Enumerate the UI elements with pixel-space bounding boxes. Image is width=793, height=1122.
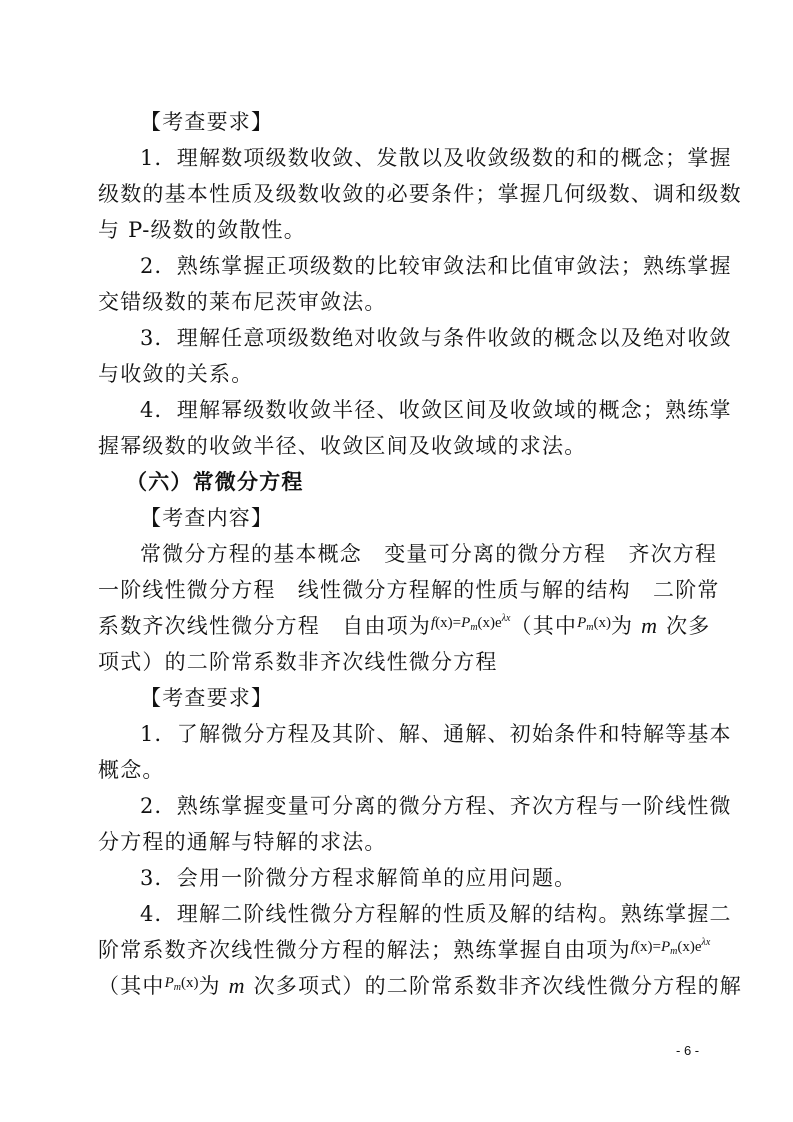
text-segment: 为 [611,614,634,638]
formula-pm-x: Pm(x) [577,615,612,633]
text-line: 级数的基本性质及级数收敛的必要条件；掌握几何级数、调和级数 [98,182,742,206]
variable-m: m [641,613,659,638]
page-number: - 6 - [676,1043,700,1058]
text-line: 3．会用一阶微分方程求解简单的应用问题。 [140,866,577,890]
text-line-formula [98,932,710,968]
text-line: 与 P-级数的敛散性。 [98,218,306,242]
heading-requirements: 【考查要求】 [140,686,274,710]
text-line: 4．理解二阶线性微分方程解的性质及解的结构。熟练掌握二 [140,902,732,926]
heading-requirements: 【考查要求】 [140,110,274,134]
text-line: 握幂级数的收敛半径、收敛区间及收敛域的求法。 [98,434,587,458]
text-line: 项式）的二阶常系数非齐次线性微分方程 [98,650,498,674]
text-line: 1．理解数项级数收敛、发散以及收敛级数的和的概念；掌握 [140,146,732,170]
text-segment: 次多项式）的二阶常系数非齐次线性微分方程的解 [253,974,742,998]
text-line: 交错级数的莱布尼茨审敛法。 [98,290,387,314]
text-segment: 阶常系数齐次线性微分方程的解法；熟练掌握自由项为 [98,938,631,962]
section-title: （六）常微分方程 [126,469,304,494]
text-line: 4．理解幂级数收敛半径、收敛区间及收敛域的概念；熟练掌 [140,398,732,422]
variable-m: m [228,973,246,998]
formula-f-equals-pm-e: f(x)=Pm(x)eλx [431,613,511,633]
heading-content: 【考查内容】 [140,506,274,530]
text-line: 常微分方程的基本概念 变量可分离的微分方程 齐次方程 [140,542,718,566]
text-segment: 为 [198,974,221,998]
text-line: 与收敛的关系。 [98,362,254,386]
text-line: 3．理解任意项级数绝对收敛与条件收敛的概念以及绝对收敛 [140,326,732,350]
text-segment: 次多 [666,614,711,638]
text-line-formula [98,968,742,1004]
text-segment: （其中 [98,974,165,998]
text-line: 1．了解微分方程及其阶、解、通解、初始条件和特解等基本 [140,722,732,746]
text-line: 分方程的通解与特解的求法。 [98,830,387,854]
text-line: 2．熟练掌握正项级数的比较审敛法和比值审敛法；熟练掌握 [140,254,732,278]
text-segment: （其中 [510,614,578,638]
text-line: 一阶线性微分方程 线性微分方程解的性质与解的结构 二阶常 [98,578,720,602]
text-line-formula [98,608,710,644]
formula-pm-x: Pm(x) [164,975,199,993]
text-segment: 系数齐次线性微分方程 自由项为 [98,614,431,638]
formula-f-equals-pm-e: f(x)=Pm(x)eλx [630,937,711,957]
text-line: 2．熟练掌握变量可分离的微分方程、齐次方程与一阶线性微 [140,794,732,818]
text-line: 概念。 [98,758,165,782]
